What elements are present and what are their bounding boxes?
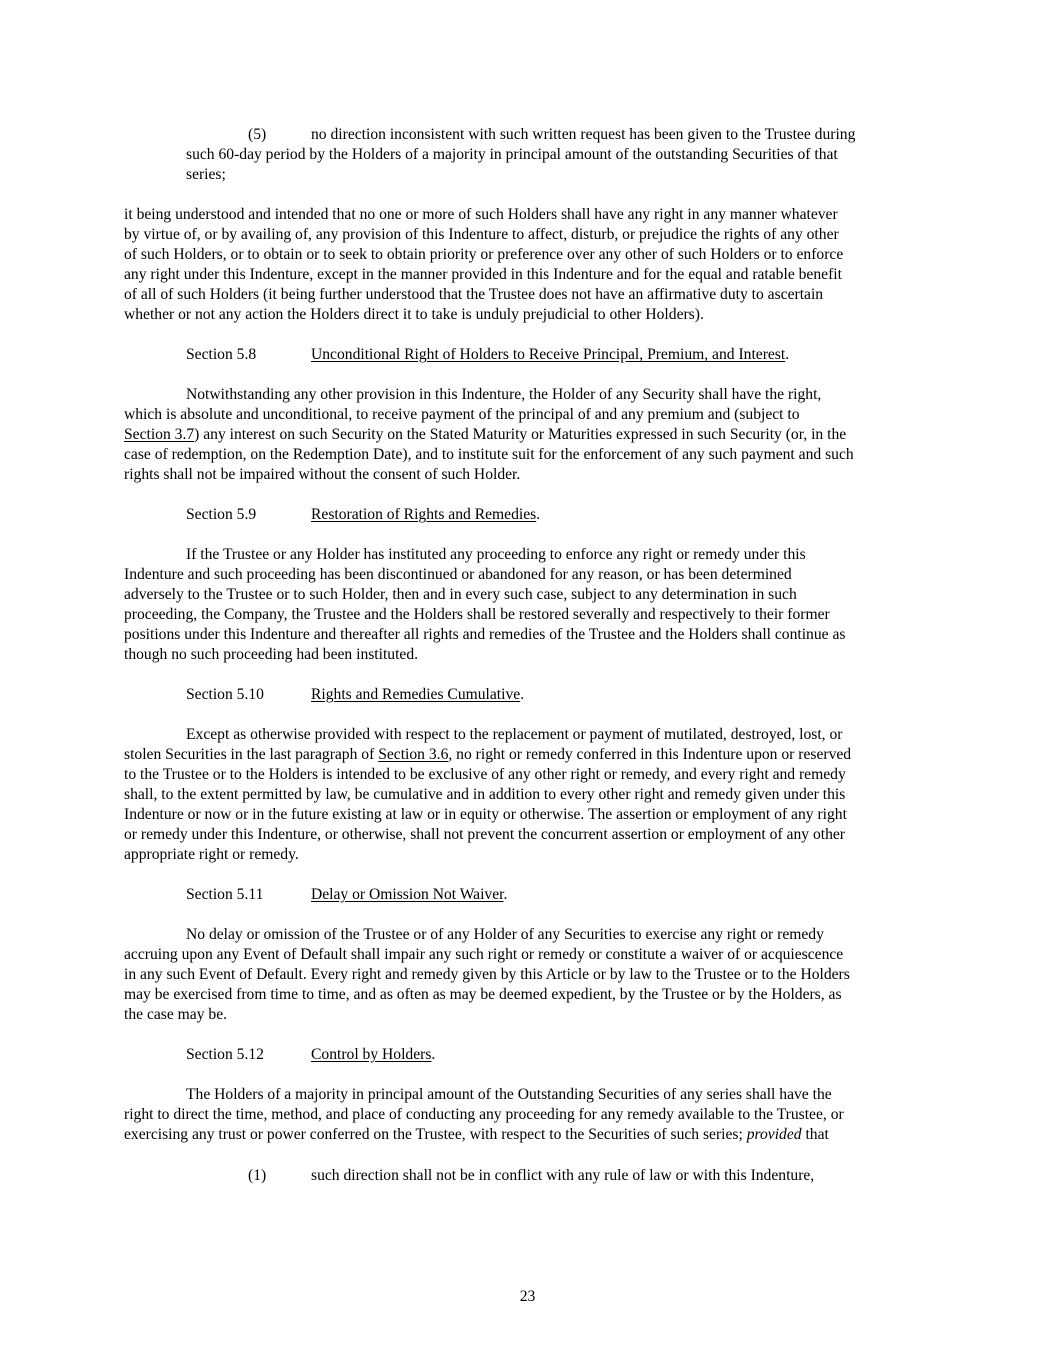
paragraph-line: any right under this Indenture, except in the manner provided in this Indenture and for the equal and ratable benefit xyxy=(124,266,842,283)
paragraph-line: rights shall not be impaired without the consent of such Holder. xyxy=(124,466,521,483)
paragraph-line: which is absolute and unconditional, to receive payment of the principal of and any premium and (subject to xyxy=(124,406,800,423)
paragraph-line: to the Trustee or to the Holders is intended to be exclusive of any other right or remedy, and every right and remedy xyxy=(124,766,846,783)
paragraph-line: by virtue of, or by availing of, any provision of this Indenture to affect, disturb, or prejudice the rights of any other xyxy=(124,226,839,243)
section-title: Control by Holders xyxy=(311,1046,432,1063)
clause-text-line: series; xyxy=(186,166,226,183)
section-reference-link[interactable]: Section 3.7 xyxy=(124,426,195,443)
paragraph-line: Indenture and such proceeding has been discontinued or abandoned for any reason, or has been determined xyxy=(124,566,792,583)
section-reference-link[interactable]: Section 3.6 xyxy=(378,746,449,763)
paragraph-line: Notwithstanding any other provision in this Indenture, the Holder of any Security shall have the right, xyxy=(186,386,822,403)
section-title: Rights and Remedies Cumulative xyxy=(311,686,521,703)
section-heading: Control by Holders. xyxy=(311,1046,436,1063)
paragraph-text: stolen Securities in the last paragraph of xyxy=(124,746,379,763)
clause-number: (1) xyxy=(248,1167,267,1184)
section-heading: Rights and Remedies Cumulative. xyxy=(311,686,525,703)
paragraph-line: If the Trustee or any Holder has instituted any proceeding to enforce any right or remedy under this xyxy=(186,546,806,563)
paragraph-line: appropriate right or remedy. xyxy=(124,846,299,863)
paragraph-line xyxy=(124,745,851,765)
clause-number: (5) xyxy=(248,126,267,143)
paragraph-line: adversely to the Trustee or to such Holder, then and in every such case, subject to any determination in such xyxy=(124,586,797,603)
section-label: Section 5.12 xyxy=(186,1046,264,1063)
section-heading: Unconditional Right of Holders to Receive Principal, Premium, and Interest. xyxy=(311,346,790,363)
paragraph-line: it being understood and intended that no one or more of such Holders shall have any right in any manner whatever xyxy=(124,206,838,223)
clause-text-line: such direction shall not be in conflict with any rule of law or with this Indenture, xyxy=(311,1167,815,1184)
paragraph-line: case of redemption, on the Redemption Date), and to institute suit for the enforcement of any such payment and such xyxy=(124,446,854,463)
section-heading: Delay or Omission Not Waiver. xyxy=(311,886,508,903)
paragraph-line: right to direct the time, method, and place of conducting any proceeding for any remedy available to the Trustee, or xyxy=(124,1106,844,1123)
section-title: Delay or Omission Not Waiver xyxy=(311,886,504,903)
section-title: Unconditional Right of Holders to Receive Principal, Premium, and Interest xyxy=(311,346,786,363)
paragraph-line: or remedy under this Indenture, or otherwise, shall not prevent the concurrent assertion or employment of any other xyxy=(124,826,845,843)
paragraph-line: shall, to the extent permitted by law, be cumulative and in addition to every other right and remedy given under this xyxy=(124,786,846,803)
paragraph-line xyxy=(124,1125,829,1145)
section-title: Restoration of Rights and Remedies xyxy=(311,506,537,523)
paragraph-line: the case may be. xyxy=(124,1006,228,1023)
paragraph-text: , no right or remedy conferred in this Indenture upon or reserved xyxy=(448,746,852,763)
clause-text-line: no direction inconsistent with such written request has been given to the Trustee during xyxy=(311,126,856,143)
paragraph-text: that xyxy=(801,1126,829,1143)
paragraph-line: of such Holders, or to obtain or to seek to obtain priority or preference over any other of such Holders or to enforce xyxy=(124,246,844,263)
section-label: Section 5.11 xyxy=(186,886,264,903)
clause-text-line: such 60-day period by the Holders of a majority in principal amount of the outstanding Securities of that xyxy=(186,146,838,163)
page-number: 23 xyxy=(519,1288,536,1305)
italic-term: provided xyxy=(746,1126,802,1143)
paragraph-line: may be exercised from time to time, and as often as may be deemed expedient, by the Trustee or by the Holders, as xyxy=(124,986,842,1003)
paragraph-line: whether or not any action the Holders direct it to take is unduly prejudicial to other Holders). xyxy=(124,306,704,323)
paragraph-line: accruing upon any Event of Default shall impair any such right or remedy or constitute a waiver of or acquiescence xyxy=(124,946,844,963)
paragraph-line: of all of such Holders (it being further understood that the Trustee does not have an affirmative duty to ascertain xyxy=(124,286,824,303)
paragraph-line: though no such proceeding had been instituted. xyxy=(124,646,419,663)
section-label: Section 5.8 xyxy=(186,346,257,363)
paragraph-line: No delay or omission of the Trustee or of any Holder of any Securities to exercise any right or remedy xyxy=(186,926,824,943)
paragraph-line: Except as otherwise provided with respect to the replacement or payment of mutilated, destroyed, lost, or xyxy=(186,726,843,743)
paragraph-line: The Holders of a majority in principal amount of the Outstanding Securities of any series shall have the xyxy=(186,1086,832,1103)
paragraph-text: exercising any trust or power conferred on the Trustee, with respect to the Securities of such series; xyxy=(124,1126,747,1143)
paragraph-line xyxy=(124,425,846,445)
section-label: Section 5.9 xyxy=(186,506,257,523)
section-label: Section 5.10 xyxy=(186,686,264,703)
paragraph-text: ) any interest on such Security on the Stated Maturity or Maturities expressed in such Security (or, in the xyxy=(194,426,847,443)
paragraph-line: Indenture or now or in the future existing at law or in equity or otherwise. The assertion or employment of any right xyxy=(124,806,847,823)
section-heading: Restoration of Rights and Remedies. xyxy=(311,506,541,523)
paragraph-line: in any such Event of Default. Every right and remedy given by this Article or by law to the Trustee or to the Holders xyxy=(124,966,850,983)
paragraph-line: positions under this Indenture and thereafter all rights and remedies of the Trustee and the Holders shall continue as xyxy=(124,626,846,643)
paragraph-line: proceeding, the Company, the Trustee and the Holders shall be restored severally and respectively to their former xyxy=(124,606,830,623)
